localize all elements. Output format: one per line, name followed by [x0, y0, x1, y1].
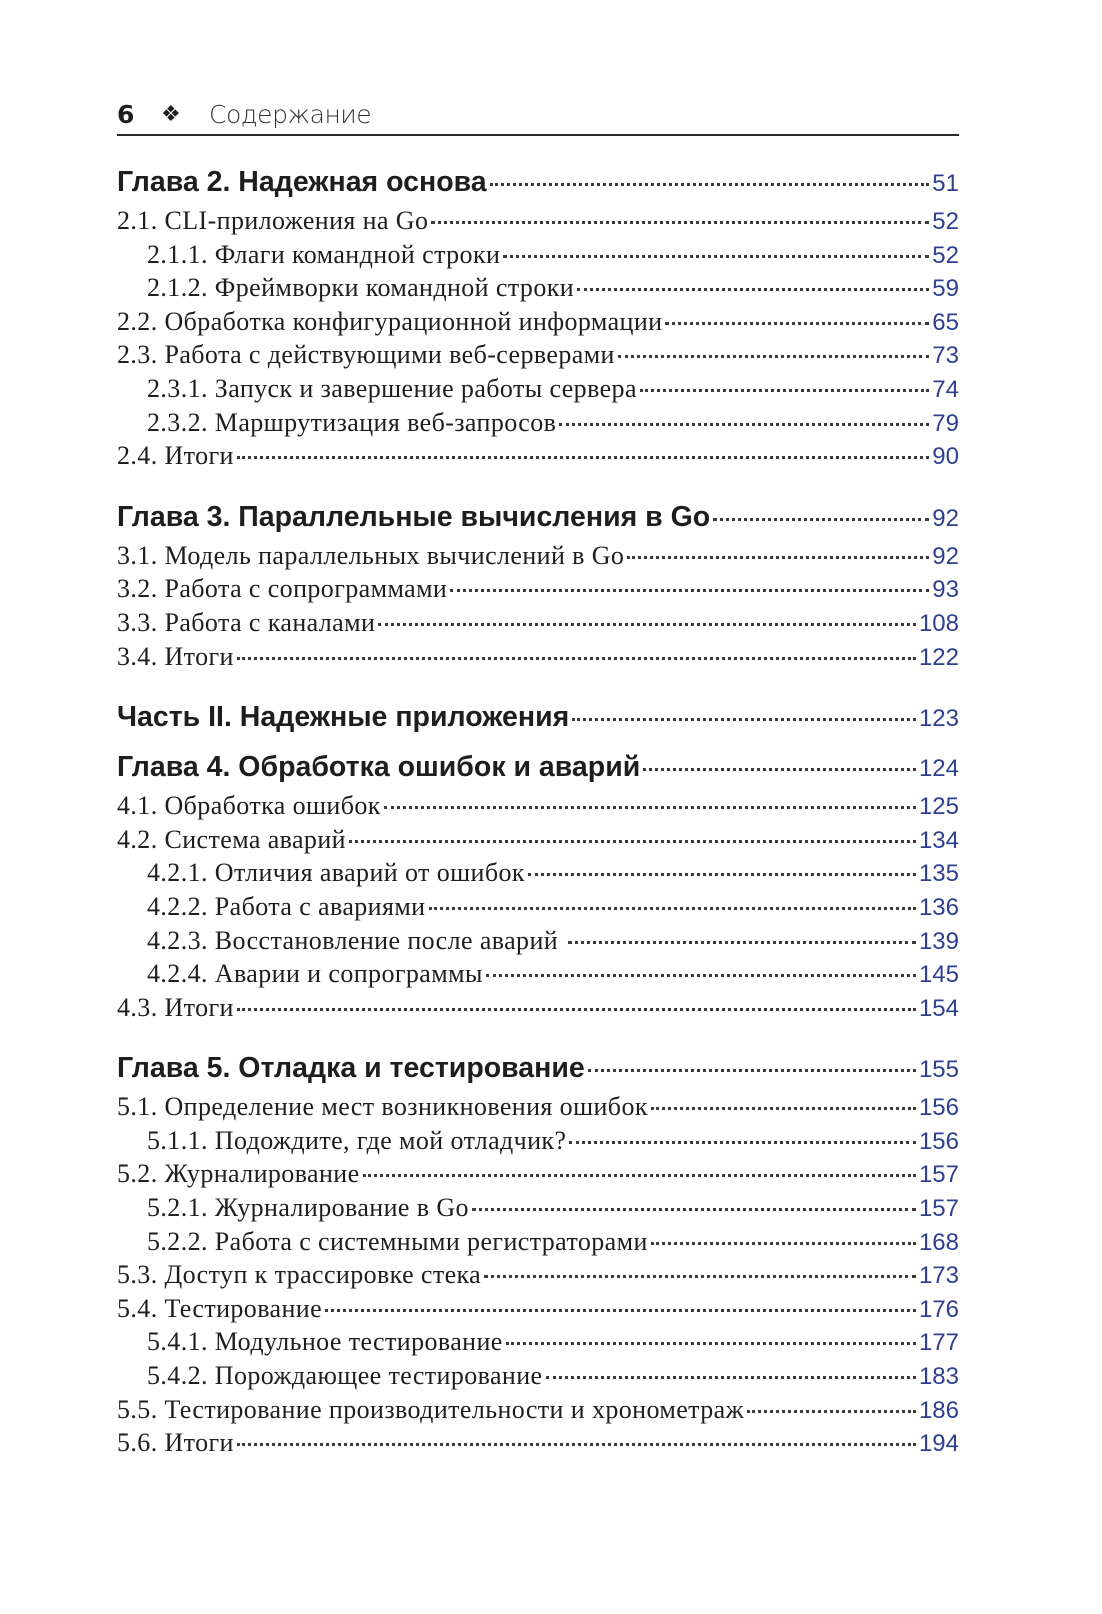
toc-entry[interactable] — [117, 823, 959, 857]
dot-leader — [643, 768, 916, 771]
toc-entry-title: 2.3.2. Маршрутизация веб-запросов — [147, 407, 557, 437]
dot-leader — [237, 1443, 916, 1446]
dot-leader — [713, 518, 929, 521]
toc-entry-title: 5.4.2. Порождающее тестирование — [147, 1361, 543, 1391]
toc-entry-title: 5.2. Журналирование — [117, 1159, 360, 1189]
toc-entry-title: 2.1.2. Фреймворки командной строки — [147, 273, 575, 303]
toc-entry-page: 51 — [932, 170, 959, 197]
page-number: 6 — [117, 99, 135, 129]
toc-entry[interactable] — [117, 204, 959, 238]
toc-entry-title: 5.4. Тестирование — [117, 1293, 323, 1323]
toc-entry-title: 5.4.1. Модульное тестирование — [147, 1327, 503, 1357]
toc-entry-page: 92 — [932, 504, 959, 532]
toc-entry-title: 4.2.4. Аварии и сопрограммы — [147, 959, 483, 989]
running-header — [117, 94, 959, 136]
toc-entry-title: 2.4. Итоги — [117, 441, 234, 471]
ornament-icon: ❖ — [161, 101, 181, 127]
toc-entry-page: 145 — [918, 961, 959, 989]
toc-entry-page: 155 — [918, 1056, 959, 1084]
dot-leader — [450, 589, 929, 592]
toc-entry-title: 4.2.1. Отличия аварий от ошибок — [147, 858, 525, 888]
dot-leader — [378, 623, 916, 626]
toc-entry-page: 122 — [918, 643, 959, 671]
dot-leader — [472, 1208, 916, 1211]
dot-leader — [588, 1069, 916, 1072]
toc-entry-page: 156 — [918, 1094, 959, 1122]
toc-entry-page: 154 — [918, 994, 959, 1022]
toc-entry-page: 186 — [918, 1396, 959, 1424]
dot-leader — [577, 288, 929, 291]
toc-entry-title: 4.3. Итоги — [117, 992, 234, 1022]
toc-entry-page: 173 — [918, 1262, 959, 1290]
toc-entry-title: 2.3. Работа с действующими веб-серверами — [117, 340, 615, 370]
toc-entry[interactable] — [117, 1325, 959, 1359]
dot-leader — [490, 183, 930, 186]
toc-entry-page: 194 — [918, 1430, 959, 1458]
toc-entry-page: 157 — [918, 1161, 959, 1189]
toc-entry[interactable] — [117, 338, 959, 372]
dot-leader — [429, 907, 916, 910]
toc-entry-title: 5.3. Доступ к трассировке стека — [117, 1260, 482, 1290]
toc-entry-page: 74 — [932, 375, 959, 403]
toc-entry-page: 90 — [932, 443, 959, 471]
toc-entry[interactable] — [117, 238, 959, 272]
toc-entry-page: 136 — [918, 893, 959, 921]
toc-entry[interactable] — [117, 539, 959, 573]
toc-entry[interactable] — [117, 924, 959, 958]
toc-entry[interactable] — [117, 439, 959, 473]
dot-leader — [349, 840, 916, 843]
toc-entry-page: 93 — [932, 576, 959, 604]
toc-entry-page: 108 — [918, 609, 959, 637]
dot-leader — [559, 423, 929, 426]
toc-entry[interactable] — [117, 1292, 959, 1326]
toc-entry-title: Глава 4. Обработка ошибок и аварий — [117, 751, 641, 784]
toc-entry-title: 5.2.2. Работа с системными регистраторами — [147, 1226, 648, 1256]
toc-entry[interactable] — [117, 991, 959, 1025]
toc-entry-title: Часть II. Надежные приложения — [117, 701, 570, 734]
toc-entry-page: 176 — [918, 1295, 959, 1323]
toc-entry-page: 168 — [918, 1228, 959, 1256]
dot-leader — [651, 1107, 916, 1110]
dot-leader — [325, 1309, 916, 1312]
toc-entry-title: 3.3. Работа с каналами — [117, 607, 376, 637]
dot-leader — [363, 1174, 916, 1177]
table-of-contents — [117, 160, 959, 1460]
toc-entry-title: 4.1. Обработка ошибок — [117, 791, 381, 821]
toc-entry-title: 5.1. Определение мест возникновения ошибок — [117, 1092, 648, 1122]
toc-entry[interactable] — [117, 789, 959, 823]
dot-leader — [486, 974, 916, 977]
toc-entry-page: 135 — [918, 860, 959, 888]
toc-entry[interactable] — [117, 1090, 959, 1124]
dot-leader — [747, 1410, 916, 1413]
dot-leader — [572, 718, 916, 721]
dot-leader — [640, 389, 929, 392]
dot-leader — [237, 1008, 916, 1011]
toc-entry-title: 3.1. Модель параллельных вычислений в Go — [117, 540, 625, 570]
toc-entry-title: 5.5. Тестирование производительности и хронометраж — [117, 1394, 744, 1424]
toc-entry[interactable] — [117, 1426, 959, 1460]
toc-entry-title: 2.2. Обработка конфигурационной информации — [117, 306, 663, 336]
dot-leader — [528, 873, 916, 876]
toc-entry-page: 59 — [932, 275, 959, 303]
dot-leader — [506, 1342, 916, 1345]
toc-entry-title: 5.2.1. Журналирование в Go — [147, 1193, 469, 1223]
toc-entry-title: 2.1. CLI-приложения на Go — [117, 206, 429, 235]
toc-entry-title: Глава 2. Надежная основа — [117, 166, 487, 198]
toc-chapter-entry[interactable] — [117, 160, 959, 204]
dot-leader — [237, 456, 929, 459]
toc-entry-page: 156 — [918, 1127, 959, 1155]
toc-entry-page: 177 — [918, 1329, 959, 1357]
toc-chapter-entry[interactable] — [117, 745, 959, 789]
toc-entry-title: 3.4. Итоги — [117, 641, 234, 671]
toc-entry[interactable] — [117, 1258, 959, 1292]
toc-chapter-entry[interactable] — [117, 495, 959, 539]
toc-entry-title: 4.2.3. Восстановление после аварий — [147, 925, 565, 955]
toc-entry-page: 124 — [918, 755, 959, 783]
toc-chapter-entry[interactable] — [117, 695, 959, 739]
toc-entry-page: 52 — [932, 208, 959, 235]
toc-entry[interactable] — [117, 606, 959, 640]
toc-entry-page: 52 — [932, 241, 959, 269]
dot-leader — [651, 1242, 916, 1245]
toc-entry[interactable] — [117, 1393, 959, 1427]
dot-leader — [431, 221, 929, 224]
toc-entry[interactable] — [117, 957, 959, 991]
toc-entry-page: 139 — [918, 927, 959, 955]
dot-leader — [665, 322, 929, 325]
toc-entry-page: 79 — [932, 409, 959, 437]
toc-entry-title: Глава 3. Параллельные вычисления в Go — [117, 500, 711, 533]
toc-entry-title: 3.2. Работа с сопрограммами — [117, 574, 448, 604]
toc-entry[interactable] — [117, 640, 959, 674]
toc-entry-title: 2.1.1. Флаги командной строки — [147, 239, 501, 269]
dot-leader — [237, 657, 916, 660]
toc-entry[interactable] — [117, 856, 959, 890]
dot-leader — [384, 806, 916, 809]
toc-entry-title: 2.3.1. Запуск и завершение работы сервера — [147, 373, 637, 403]
toc-entry[interactable] — [117, 372, 959, 406]
toc-entry[interactable] — [117, 406, 959, 440]
toc-entry[interactable] — [117, 1225, 959, 1259]
toc-entry-page: 92 — [932, 542, 959, 570]
toc-entry-page: 134 — [918, 826, 959, 854]
toc-entry[interactable] — [117, 1359, 959, 1393]
dot-leader — [627, 556, 929, 559]
dot-leader — [503, 255, 929, 258]
toc-entry[interactable] — [117, 305, 959, 339]
dot-leader — [618, 355, 929, 358]
toc-entry[interactable] — [117, 890, 959, 924]
toc-entry-page: 73 — [932, 342, 959, 370]
toc-entry-page: 125 — [918, 793, 959, 821]
toc-entry-title: Глава 5. Отладка и тестирование — [117, 1052, 585, 1085]
toc-entry-title: 5.1.1. Подождите, где мой отладчик? — [147, 1125, 567, 1155]
toc-entry[interactable] — [117, 572, 959, 606]
dot-leader — [484, 1275, 916, 1278]
dot-leader — [569, 1141, 916, 1144]
toc-chapter-entry[interactable] — [117, 1046, 959, 1090]
toc-entry[interactable] — [117, 1191, 959, 1225]
toc-entry-page: 65 — [932, 308, 959, 336]
toc-entry[interactable] — [117, 1124, 959, 1158]
running-header-title: Содержание — [209, 99, 372, 129]
toc-entry-title: 5.6. Итоги — [117, 1428, 234, 1458]
dot-leader — [568, 941, 916, 944]
toc-entry-page: 157 — [918, 1195, 959, 1223]
toc-entry-page: 183 — [918, 1363, 959, 1391]
toc-entry-title: 4.2. Система аварий — [117, 824, 346, 854]
toc-entry-title: 4.2.2. Работа с авариями — [147, 891, 426, 921]
book-page — [117, 94, 959, 1460]
dot-leader — [546, 1376, 916, 1379]
toc-entry[interactable] — [117, 271, 959, 305]
toc-entry-page: 123 — [918, 705, 959, 733]
toc-entry[interactable] — [117, 1157, 959, 1191]
